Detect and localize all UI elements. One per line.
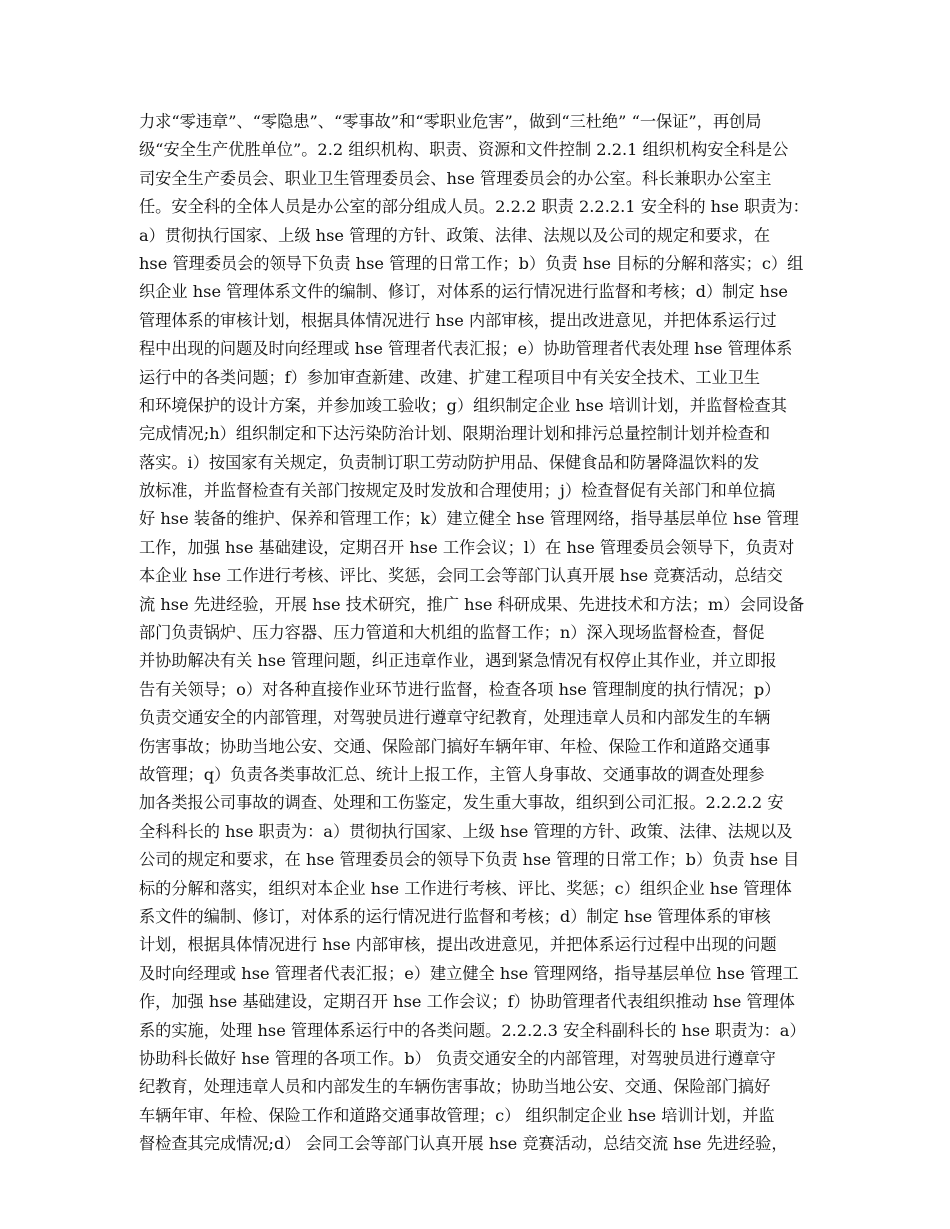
text-line-27: 公司的规定和要求，在 hse 管理委员会的领导下负责 hse 管理的日常工作；b）负责 hse 目	[139, 850, 800, 870]
text-line-10: 运行中的各类问题；f）参加审查新建、改建、扩建工程项目中有关安全技术、工业卫生	[139, 367, 761, 387]
text-line-31: 及时向经理或 hse 管理者代表汇报；e）建立健全 hse 管理网络，指导基层单位 hse 管理工	[139, 963, 799, 983]
text-line-20: 并协助解决有关 hse 管理问题，纠正违章作业，遇到紧急情况有权停止其作业，并立即报	[139, 651, 777, 671]
text-line-11: 和环境保护的设计方案，并参加竣工验收；g）组织制定企业 hse 培训计划，并监督检查其	[139, 395, 787, 415]
text-line-25: 加各类报公司事故的调查、处理和工伤鉴定，发生重大事故，组织到公司汇报。2.2.2.2 安	[139, 793, 784, 813]
text-line-29: 系文件的编制、修订，对体系的运行情况进行监督和考核；d）制定 hse 管理体系的审核	[139, 906, 771, 926]
text-line-34: 协助科长做好 hse 管理的各项工作。b） 负责交通安全的内部管理，对驾驶员进行遵章守	[139, 1048, 776, 1068]
text-line-1: 力求“零违章”、“零隐患”、“零事故”和“零职业危害”，做到“三杜绝” “一保证”，再创局	[139, 112, 762, 131]
text-line-16: 工作，加强 hse 基础建设，定期召开 hse 工作会议；l）在 hse 管理委员会领导下，负责对	[139, 537, 795, 557]
text-line-32: 作，加强 hse 基础建设，定期召开 hse 工作会议；f）协助管理者代表组织推动 hse 管理体	[139, 992, 795, 1012]
text-line-30: 计划，根据具体情况进行 hse 内部审核，提出改进意见，并把体系运行过程中出现的问题	[139, 935, 777, 955]
text-line-17: 本企业 hse 工作进行考核、评比、奖惩，会同工会等部门认真开展 hse 竞赛活动，总结交	[139, 566, 783, 586]
text-line-37: 督检查其完成情况;d） 会同工会等部门认真开展 hse 竞赛活动，总结交流 hse 先进经验，	[139, 1134, 788, 1154]
body-text	[139, 108, 819, 1158]
text-line-15: 好 hse 装备的维护、保养和管理工作；k）建立健全 hse 管理网络，指导基层单位 hse 管理	[139, 509, 799, 529]
text-line-33: 系的实施，处理 hse 管理体系运行中的各类问题。2.2.2.3 安全科副科长的 hse 职责为：a）	[139, 1020, 806, 1040]
text-line-2: 级“安全生产优胜单位”。2.2 组织机构、职责、资源和文件控制 2.2.1 组织机构安全科是公	[139, 140, 789, 160]
text-line-26: 全科科长的 hse 职责为：a）贯彻执行国家、上级 hse 管理的方针、政策、法律、法规以及	[139, 821, 793, 841]
text-line-3: 司安全生产委员会、职业卫生管理委员会、hse 管理委员会的办公室。科长兼职办公室主	[139, 168, 772, 188]
text-line-19: 部门负责锅炉、压力容器、压力管道和大机组的监督工作；n）深入现场监督检查，督促	[139, 623, 765, 643]
text-line-24: 故管理；q）负责各类事故汇总、统计上报工作，主管人身事故、交通事故的调查处理参	[139, 764, 765, 784]
text-line-5: a）贯彻执行国家、上级 hse 管理的方针、政策、法律、法规以及公司的规定和要求，在	[139, 225, 771, 245]
text-line-8: 管理体系的审核计划，根据具体情况进行 hse 内部审核，提出改进意见，并把体系运行过	[139, 310, 777, 330]
text-line-18: 流 hse 先进经验，开展 hse 技术研究，推广 hse 科研成果、先进技术和方法；m）会同设备	[139, 594, 805, 614]
text-line-6: hse 管理委员会的领导下负责 hse 管理的日常工作；b）负责 hse 目标的分解和落实；c）组	[139, 253, 804, 273]
text-line-28: 标的分解和落实，组织对本企业 hse 工作进行考核、评比、奖惩；c）组织企业 hse 管理体	[139, 878, 792, 898]
text-line-12: 完成情况;h）组织制定和下达污染防治计划、限期治理计划和排污总量控制计划并检查和	[139, 424, 771, 444]
text-line-22: 负责交通安全的内部管理，对驾驶员进行遵章守纪教育，处理违章人员和内部发生的车辆	[139, 708, 771, 728]
text-line-21: 告有关领导；o）对各种直接作业环节进行监督，检查各项 hse 管理制度的执行情况；p）	[139, 679, 781, 699]
text-line-9: 程中出现的问题及时向经理或 hse 管理者代表汇报；e）协助管理者代表处理 hse 管理体系	[139, 339, 793, 359]
text-line-13: 落实。i）按国家有关规定，负责制订职工劳动防护用品、保健食品和防暑降温饮料的发	[139, 452, 760, 472]
text-line-7: 织企业 hse 管理体系文件的编制、修订，对体系的运行情况进行监督和考核；d）制定 hse	[139, 282, 788, 302]
text-line-23: 伤害事故；协助当地公安、交通、保险部门搞好车辆年审、年检、保险工作和道路交通事	[139, 736, 771, 756]
text-line-35: 纪教育，处理违章人员和内部发生的车辆伤害事故；协助当地公安、交通、保险部门搞好	[139, 1077, 771, 1097]
text-line-4: 任。安全科的全体人员是办公室的部分组成人员。2.2.2 职责 2.2.2.1 安全科的 hse 职责为：	[139, 197, 809, 217]
text-line-36: 车辆年审、年检、保险工作和道路交通事故管理；c） 组织制定企业 hse 培训计划，并监	[139, 1105, 775, 1125]
text-line-14: 放标准，并监督检查有关部门按规定及时发放和合理使用；j）检查督促有关部门和单位搞	[139, 481, 776, 501]
